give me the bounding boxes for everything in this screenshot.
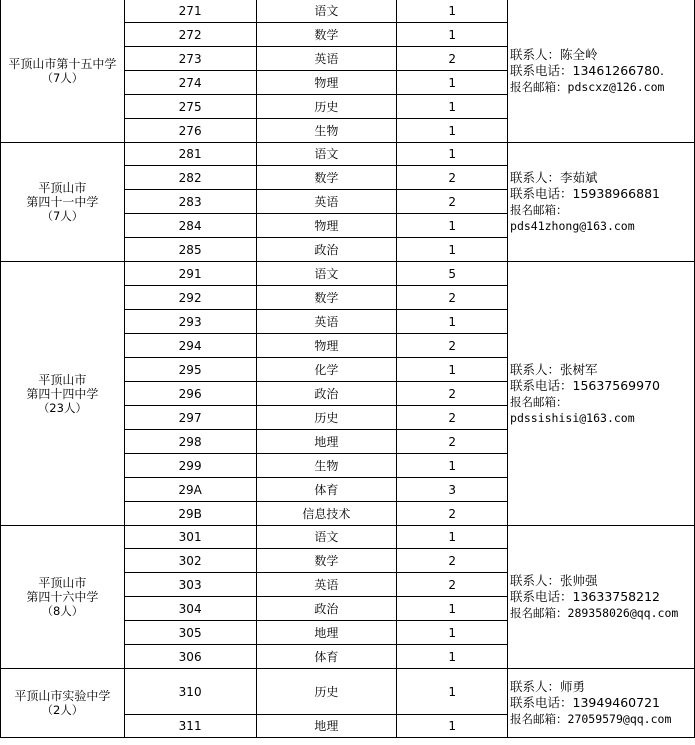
- contact-person: 联系人：陈全岭: [510, 47, 598, 62]
- contact-phone: 联系电话：13461266780.: [510, 63, 664, 78]
- school-name-line: 第四十一中学: [26, 195, 99, 209]
- subject-cell: 语文: [256, 526, 397, 549]
- subject-cell: 语文: [256, 262, 397, 286]
- subject-cell: 政治: [256, 238, 397, 262]
- school-quota: （7人）: [41, 209, 84, 223]
- school-quota: （2人）: [41, 703, 84, 717]
- position-code-cell: 275: [124, 95, 256, 119]
- contact-email: pdssishisi@163.com: [510, 410, 635, 425]
- position-code-cell: 283: [124, 190, 256, 214]
- position-code-cell: 271: [124, 0, 256, 23]
- school-name-line: 第四十四中学: [26, 386, 99, 401]
- subject-cell: 物理: [256, 334, 397, 358]
- subject-cell: 物理: [256, 214, 397, 238]
- headcount-cell: 2: [397, 430, 508, 454]
- school-name-cell: [1, 669, 125, 738]
- contact-person: 联系人：张树军: [510, 361, 598, 377]
- contact-email: 报名邮箱：: [510, 394, 568, 409]
- contact-email: 报名邮箱：: [510, 203, 568, 217]
- headcount-cell: 2: [397, 573, 508, 597]
- subject-cell: 数学: [256, 23, 397, 47]
- position-code-cell: 294: [124, 334, 256, 358]
- school-name-line: 平顶山市: [38, 181, 87, 195]
- position-code-cell: 293: [124, 310, 256, 334]
- position-code-cell: 295: [124, 358, 256, 382]
- position-code-cell: 274: [124, 71, 256, 95]
- position-code-cell: 292: [124, 286, 256, 310]
- headcount-cell: 1: [397, 214, 508, 238]
- headcount-cell: 1: [397, 238, 508, 262]
- position-code-cell: 304: [124, 597, 256, 621]
- headcount-cell: 1: [397, 119, 508, 143]
- position-code-cell: 306: [124, 645, 256, 669]
- table-row: [1, 262, 695, 286]
- table-row: [1, 526, 695, 549]
- table-row: [1, 143, 695, 166]
- table-row: [1, 669, 695, 715]
- subject-cell: 地理: [256, 715, 397, 738]
- position-code-cell: 297: [124, 406, 256, 430]
- school-name-line: 平顶山市第十五中学: [8, 57, 117, 71]
- school-quota: （8人）: [41, 604, 84, 618]
- subject-cell: 历史: [256, 669, 397, 715]
- subject-cell: 数学: [256, 286, 397, 310]
- headcount-cell: 1: [397, 23, 508, 47]
- school-name-line: 平顶山市: [38, 576, 87, 590]
- contact-person: 联系人：师勇: [510, 679, 586, 694]
- position-code-cell: 303: [124, 573, 256, 597]
- headcount-cell: 1: [397, 0, 508, 23]
- headcount-cell: 1: [397, 669, 508, 715]
- headcount-cell: 1: [397, 645, 508, 669]
- headcount-cell: 5: [397, 262, 508, 286]
- headcount-cell: 1: [397, 143, 508, 166]
- subject-cell: 物理: [256, 71, 397, 95]
- headcount-cell: 2: [397, 47, 508, 71]
- contact-email: 报名邮箱：pdscxz@126.com: [510, 80, 665, 94]
- contact-phone: 联系电话：15637569970: [510, 377, 660, 393]
- position-code-cell: 310: [124, 669, 256, 715]
- position-code-cell: 311: [124, 715, 256, 738]
- school-name-cell: [1, 262, 125, 526]
- subject-cell: 英语: [256, 310, 397, 334]
- contact-phone: 联系电话：13633758212: [510, 589, 660, 604]
- headcount-cell: 2: [397, 549, 508, 573]
- contact-email: 报名邮箱：289358026@qq.com: [510, 606, 679, 620]
- contact-info-cell: [508, 0, 695, 143]
- subject-cell: 生物: [256, 119, 397, 143]
- subject-cell: 数学: [256, 166, 397, 190]
- headcount-cell: 1: [397, 95, 508, 119]
- subject-cell: 生物: [256, 454, 397, 478]
- headcount-cell: 3: [397, 478, 508, 502]
- subject-cell: 语文: [256, 143, 397, 166]
- school-name-cell: [1, 526, 125, 669]
- position-code-cell: 276: [124, 119, 256, 143]
- school-name-cell: [1, 143, 125, 262]
- headcount-cell: 1: [397, 310, 508, 334]
- position-code-cell: 282: [124, 166, 256, 190]
- contact-person: 联系人：李茹斌: [510, 170, 598, 185]
- school-name-cell: [1, 0, 125, 143]
- subject-cell: 英语: [256, 573, 397, 597]
- subject-cell: 地理: [256, 430, 397, 454]
- subject-cell: 体育: [256, 645, 397, 669]
- subject-cell: 体育: [256, 478, 397, 502]
- school-name-line: 第四十六中学: [26, 590, 99, 604]
- subject-cell: 英语: [256, 190, 397, 214]
- table-row: [1, 0, 695, 23]
- contact-person: 联系人：张帅强: [510, 573, 598, 588]
- headcount-cell: 1: [397, 454, 508, 478]
- position-code-cell: 281: [124, 143, 256, 166]
- position-code-cell: 272: [124, 23, 256, 47]
- contact-phone: 联系电话：15938966881: [510, 186, 660, 201]
- contact-info-cell: [508, 526, 695, 669]
- position-code-cell: 301: [124, 526, 256, 549]
- position-code-cell: 285: [124, 238, 256, 262]
- subject-cell: 政治: [256, 382, 397, 406]
- contact-info-cell: [508, 143, 695, 262]
- contact-email: 报名邮箱：27059579@qq.com: [510, 712, 672, 726]
- position-code-cell: 29B: [124, 502, 256, 526]
- position-code-cell: 284: [124, 214, 256, 238]
- position-code-cell: 299: [124, 454, 256, 478]
- headcount-cell: 1: [397, 715, 508, 738]
- headcount-cell: 2: [397, 286, 508, 310]
- position-code-cell: 305: [124, 621, 256, 645]
- subject-cell: 历史: [256, 95, 397, 119]
- subject-cell: 语文: [256, 0, 397, 23]
- subject-cell: 信息技术: [256, 502, 397, 526]
- subject-cell: 政治: [256, 597, 397, 621]
- headcount-cell: 1: [397, 621, 508, 645]
- subject-cell: 历史: [256, 406, 397, 430]
- headcount-cell: 1: [397, 358, 508, 382]
- school-name-line: 平顶山市实验中学: [14, 689, 111, 703]
- headcount-cell: 2: [397, 406, 508, 430]
- headcount-cell: 1: [397, 526, 508, 549]
- subject-cell: 数学: [256, 549, 397, 573]
- position-code-cell: 273: [124, 47, 256, 71]
- headcount-cell: 2: [397, 334, 508, 358]
- headcount-cell: 2: [397, 166, 508, 190]
- headcount-cell: 2: [397, 382, 508, 406]
- school-quota: （23人）: [37, 400, 87, 415]
- contact-info-cell: [508, 262, 695, 526]
- headcount-cell: 1: [397, 597, 508, 621]
- subject-cell: 英语: [256, 47, 397, 71]
- table-body: [1, 0, 695, 738]
- headcount-cell: 2: [397, 190, 508, 214]
- school-name-line: 平顶山市: [38, 372, 87, 387]
- school-quota: （7人）: [41, 71, 84, 85]
- headcount-cell: 2: [397, 502, 508, 526]
- position-code-cell: 291: [124, 262, 256, 286]
- contact-info-cell: [508, 669, 695, 738]
- contact-email: pds41zhong@163.com: [510, 219, 635, 233]
- position-code-cell: 296: [124, 382, 256, 406]
- headcount-cell: 1: [397, 71, 508, 95]
- subject-cell: 化学: [256, 358, 397, 382]
- subject-cell: 地理: [256, 621, 397, 645]
- position-code-cell: 29A: [124, 478, 256, 502]
- position-code-cell: 298: [124, 430, 256, 454]
- position-code-cell: 302: [124, 549, 256, 573]
- contact-phone: 联系电话：13949460721: [510, 695, 660, 710]
